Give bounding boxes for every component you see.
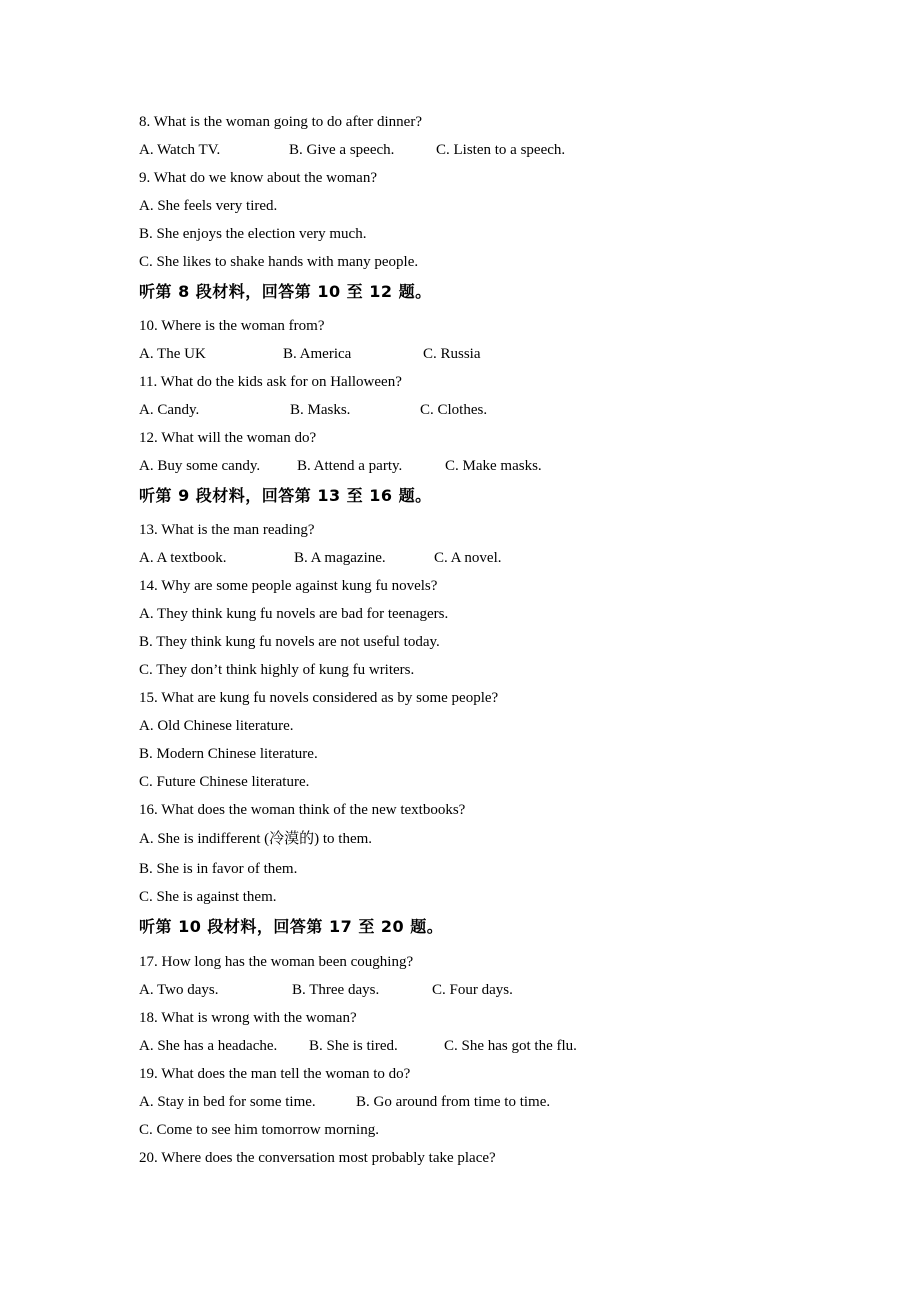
option-c: C. Make masks. [445,458,542,474]
question-20: 20. Where does the conversation most probably take place? [139,1150,496,1166]
option-b: B. She is tired. [309,1038,398,1054]
option-b: B. She enjoys the election very much. [139,226,367,242]
section-heading-8: 听第 8 段材料，回答第 10 至 12 题。 [139,282,432,301]
question-11: 11. What do the kids ask for on Halloween? [139,374,402,390]
option-c: C. Russia [423,346,481,362]
option-b: B. America [283,346,352,362]
option-c: C. Clothes. [420,402,488,418]
option-a: A. Buy some candy. [139,458,261,474]
option-b: B. A magazine. [294,550,386,566]
option-a: A. Old Chinese literature. [139,718,294,734]
option-c: C. Come to see him tomorrow morning. [139,1122,379,1138]
option-c: C. She has got the flu. [444,1038,577,1054]
option-a: A. Watch TV. [139,142,221,158]
question-17: 17. How long has the woman been coughing? [139,954,414,970]
option-a: A. The UK [139,346,206,362]
question-10: 10. Where is the woman from? [139,318,325,334]
option-c: C. She is against them. [139,889,277,905]
option-a: A. A textbook. [139,550,227,566]
option-b: B. Modern Chinese literature. [139,746,318,762]
question-19: 19. What does the man tell the woman to do? [139,1066,411,1082]
question-18: 18. What is wrong with the woman? [139,1010,357,1026]
question-15: 15. What are kung fu novels considered as by some people? [139,690,499,706]
option-b: B. Attend a party. [297,458,403,474]
option-b: B. Three days. [292,982,380,998]
question-16: 16. What does the woman think of the new textbooks? [139,802,466,818]
question-12: 12. What will the woman do? [139,430,317,446]
option-a: A. She feels very tired. [139,198,278,214]
option-a: A. Stay in bed for some time. [139,1094,316,1110]
option-b: B. Masks. [290,402,351,418]
option-a: A. They think kung fu novels are bad for teenagers. [139,606,449,622]
option-a: A. She has a headache. [139,1038,278,1054]
question-13: 13. What is the man reading? [139,522,315,538]
option-b: B. They think kung fu novels are not useful today. [139,634,440,650]
section-heading-9: 听第 9 段材料，回答第 13 至 16 题。 [139,486,432,505]
section-heading-10: 听第 10 段材料，回答第 17 至 20 题。 [139,917,444,936]
question-9: 9. What do we know about the woman? [139,170,378,186]
option-c: C. They don’t think highly of kung fu writers. [139,662,415,678]
option-c: C. She likes to shake hands with many people. [139,254,419,270]
option-c: C. Future Chinese literature. [139,774,310,790]
question-14: 14. Why are some people against kung fu novels? [139,578,438,594]
option-c: C. Four days. [432,982,513,998]
option-b: B. Go around from time to time. [356,1094,551,1110]
option-a: A. Two days. [139,982,219,998]
question-8: 8. What is the woman going to do after dinner? [139,114,422,130]
option-b: B. She is in favor of them. [139,861,298,877]
option-c: C. A novel. [434,550,502,566]
option-a: A. She is indifferent (冷漠的) to them. [139,831,373,847]
option-c: C. Listen to a speech. [436,142,566,158]
option-a: A. Candy. [139,402,200,418]
option-b: B. Give a speech. [289,142,395,158]
